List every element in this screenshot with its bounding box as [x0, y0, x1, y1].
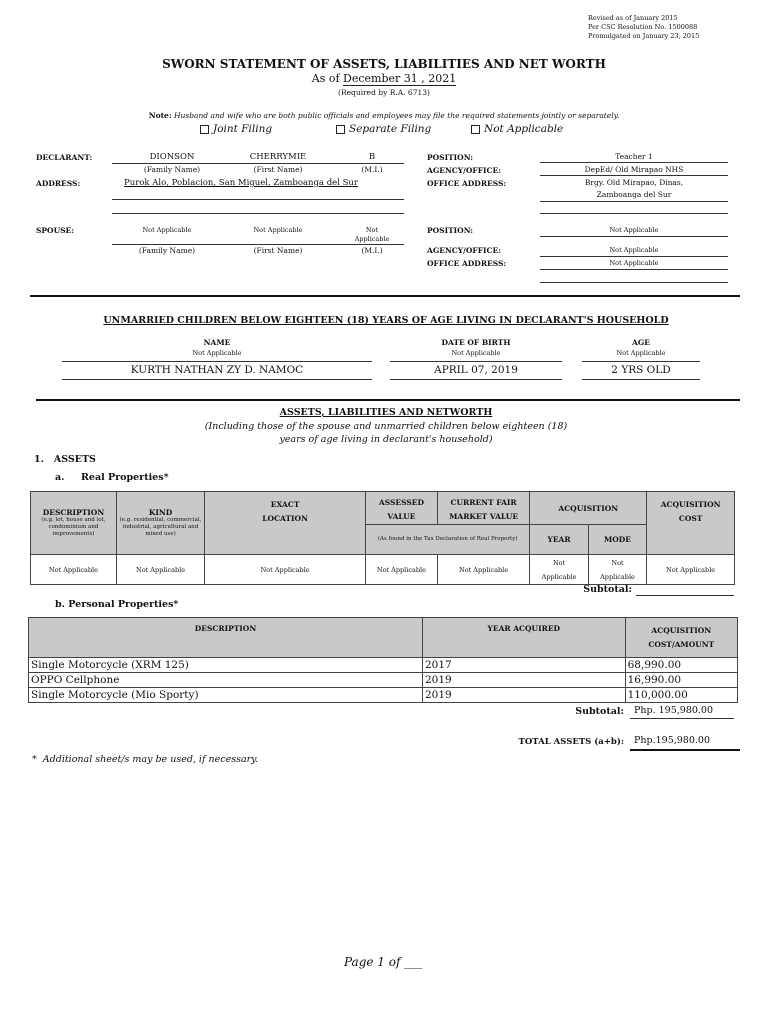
child-dob-na: Not Applicable	[451, 349, 501, 357]
personal-row-year: 2017	[422, 658, 625, 673]
assets-section-heading: 1. ASSETS	[34, 454, 96, 465]
real-col-kind	[116, 492, 204, 555]
agency-label: AGENCY/OFFICE:	[427, 166, 502, 175]
note-label: Note:	[148, 111, 172, 120]
child-name-header: NAME	[203, 338, 231, 347]
real-row-year-line1: Not	[552, 558, 566, 567]
child-dob-header: DATE OF BIRTH	[441, 338, 511, 347]
real-row-fmv: Not Applicable	[437, 555, 530, 585]
child-dob: APRIL 07, 2019	[434, 364, 518, 376]
real-col-location-line1: EXACT	[270, 500, 300, 509]
real-col-location	[205, 492, 366, 555]
additional-sheet-note: * Additional sheet/s may be used, if necessary.	[32, 754, 259, 765]
real-col-assessed-line2: VALUE	[387, 512, 416, 521]
real-tax-note: (As found in the Tax Declaration of Real Property)	[366, 525, 530, 555]
child-age: 2 YRS OLD	[611, 364, 671, 376]
real-col-fmv-line1: CURRENT FAIR	[450, 498, 517, 507]
required-note: (Required by R.A. 6713)	[338, 88, 430, 97]
child-age-na: Not Applicable	[616, 349, 666, 357]
joint-filing-label: Joint Filing	[213, 123, 273, 135]
real-col-year: YEAR	[530, 525, 588, 555]
real-properties-table	[30, 491, 735, 585]
real-subtotal-line	[636, 595, 734, 596]
not-applicable-checkbox[interactable]	[471, 125, 480, 134]
joint-filing-checkbox[interactable]	[200, 125, 209, 134]
separate-filing-option[interactable]	[336, 123, 431, 135]
declarant-position: Teacher 1	[615, 152, 653, 161]
promulgated-text: Promulgated on January 23, 2015	[588, 32, 700, 40]
real-row-mode-line1: Not	[611, 558, 624, 567]
declarant-label: DECLARANT:	[36, 153, 93, 162]
child-name-na: Not Applicable	[192, 349, 242, 357]
spouse-position: Not Applicable	[609, 226, 659, 234]
separate-filing-checkbox[interactable]	[336, 125, 345, 134]
spouse-first-caption: (First Name)	[253, 246, 303, 255]
real-row-cost: Not Applicable	[647, 555, 735, 585]
real-row-mode	[588, 555, 646, 585]
total-assets-label: TOTAL ASSETS (a+b):	[518, 737, 624, 747]
address-label: ADDRESS:	[36, 179, 81, 188]
page-number: Page 1 of ___	[344, 955, 423, 969]
personal-row-description: Single Motorcycle (XRM 125)	[29, 658, 423, 673]
resolution-text: Per CSC Resolution No. 1500088	[588, 23, 698, 31]
table-row	[29, 673, 738, 688]
personal-row-description: OPPO Cellphone	[29, 673, 423, 688]
personal-col-cost-line2: COST/AMOUNT	[648, 639, 715, 649]
declarant-office-address-1: Brgy. Old Mirapao, Dinas,	[584, 178, 684, 187]
revised-text: Revised as of January 2015	[588, 14, 678, 22]
personal-row-year: 2019	[422, 673, 625, 688]
table-row	[29, 688, 738, 703]
separate-filing-label: Separate Filing	[349, 123, 432, 135]
declarant-mi-caption: (M.I.)	[361, 165, 383, 174]
real-col-kind-note: (e.g. residential, commercial, industrial, agricultural and mixed use)	[119, 517, 202, 537]
table-row	[29, 658, 738, 673]
real-col-description-note: (e.g. lot, house and lot, condominium and improvements)	[41, 517, 106, 537]
personal-subtotal-label: Subtotal:	[575, 706, 624, 717]
declarant-family-caption: (Family Name)	[143, 165, 201, 174]
assets-title: ASSETS, LIABILITIES AND NETWORTH	[279, 407, 493, 418]
real-subtotal-label: Subtotal:	[583, 584, 632, 595]
personal-subtotal-value: Php. 195,980.00	[634, 705, 714, 716]
real-properties-heading: a. Real Properties*	[55, 472, 169, 483]
note-text: Husband and wife who are both public officials and employees may file the required statements jointly or separately.	[173, 111, 620, 120]
real-row-kind: Not Applicable	[116, 555, 204, 585]
personal-col-description: DESCRIPTION	[29, 618, 423, 658]
children-title: UNMARRIED CHILDREN BELOW EIGHTEEN (18) YEARS OF AGE LIVING IN DECLARANT'S HOUSEHOLD	[103, 315, 669, 326]
spouse-agency-label: AGENCY/OFFICE:	[427, 246, 502, 255]
spouse-office-address: Not Applicable	[609, 259, 659, 267]
spouse-mi-line2: Applicable	[354, 235, 390, 243]
personal-col-cost	[625, 618, 737, 658]
spouse-agency: Not Applicable	[609, 246, 659, 254]
real-row-mode-line2: Applicable	[600, 572, 635, 581]
page-title: SWORN STATEMENT OF ASSETS, LIABILITIES AND NET WORTH	[162, 57, 606, 71]
real-col-description	[31, 492, 117, 555]
as-of-label: As of	[311, 72, 340, 85]
declarant-office-address-2: Zamboanga del Sur	[596, 190, 672, 199]
personal-row-cost: 16,990.00	[625, 673, 737, 688]
as-of-date: December 31 , 2021	[343, 72, 457, 85]
personal-properties-table	[28, 617, 738, 703]
real-col-cost	[647, 492, 735, 555]
personal-row-year: 2019	[422, 688, 625, 703]
real-row-year	[530, 555, 588, 585]
personal-row-cost: 68,990.00	[625, 658, 737, 673]
real-col-cost-line1: ACQUISITION	[660, 500, 721, 509]
personal-row-description: Single Motorcycle (Mio Sporty)	[29, 688, 423, 703]
declarant-agency: DepEd/ Old Mirapao NHS	[584, 165, 684, 174]
spouse-mi-line1: Not	[365, 226, 379, 234]
real-row-location: Not Applicable	[205, 555, 366, 585]
declarant-first-name: CHERRYMIE	[249, 152, 307, 162]
spouse-position-label: POSITION:	[427, 226, 474, 235]
real-row-description: Not Applicable	[31, 555, 117, 585]
assets-subtitle-2: years of age living in declarant's household)	[279, 434, 493, 445]
assets-subtitle-1: (Including those of the spouse and unmarried children below eighteen (18)	[204, 421, 568, 432]
real-col-fmv-line2: MARKET VALUE	[449, 512, 519, 521]
declarant-first-caption: (First Name)	[253, 165, 303, 174]
declarant-family-name: DIONSON	[149, 152, 195, 162]
child-age-header: AGE	[632, 338, 650, 347]
real-col-mode: MODE	[588, 525, 646, 555]
not-applicable-filing-label: Not Applicable	[484, 123, 564, 135]
real-col-fmv	[437, 492, 530, 525]
real-col-assessed	[366, 492, 438, 525]
not-applicable-option[interactable]	[471, 123, 563, 135]
real-row-year-line2: Applicable	[541, 572, 577, 581]
total-assets-value: Php.195,980.00	[634, 735, 711, 746]
real-col-acquisition: ACQUISITION	[530, 492, 647, 525]
spouse-first-name: Not Applicable	[253, 226, 303, 234]
joint-filing-option[interactable]	[200, 123, 272, 135]
child-name: KURTH NATHAN ZY D. NAMOC	[130, 364, 304, 376]
personal-col-year: YEAR ACQUIRED	[422, 618, 625, 658]
revision-block	[588, 14, 699, 41]
spouse-mi-caption: (M.I.)	[361, 246, 383, 255]
real-col-location-line2: LOCATION	[262, 514, 308, 523]
real-col-description-label: DESCRIPTION	[42, 508, 105, 517]
spouse-family-caption: (Family Name)	[138, 246, 196, 255]
personal-row-cost: 110,000.00	[625, 688, 737, 703]
position-label: POSITION:	[427, 153, 474, 162]
personal-properties-heading: b. Personal Properties*	[55, 599, 179, 610]
spouse-label: SPOUSE:	[36, 226, 75, 235]
spouse-office-address-label: OFFICE ADDRESS:	[427, 259, 507, 268]
personal-col-cost-line1: ACQUISITION	[651, 625, 712, 635]
declarant-address: Purok Alo, Poblacion, San Miguel, Zamboanga del Sur	[124, 178, 358, 188]
real-col-assessed-line1: ASSESSED	[378, 498, 424, 507]
note-line	[0, 111, 768, 120]
real-col-kind-label: KIND	[148, 508, 173, 517]
real-col-cost-line2: COST	[678, 514, 703, 523]
office-address-label: OFFICE ADDRESS:	[427, 179, 507, 188]
real-row-assessed: Not Applicable	[366, 555, 438, 585]
spouse-family-name: Not Applicable	[142, 226, 192, 234]
as-of-line	[0, 72, 768, 85]
declarant-mi: B	[368, 152, 376, 162]
